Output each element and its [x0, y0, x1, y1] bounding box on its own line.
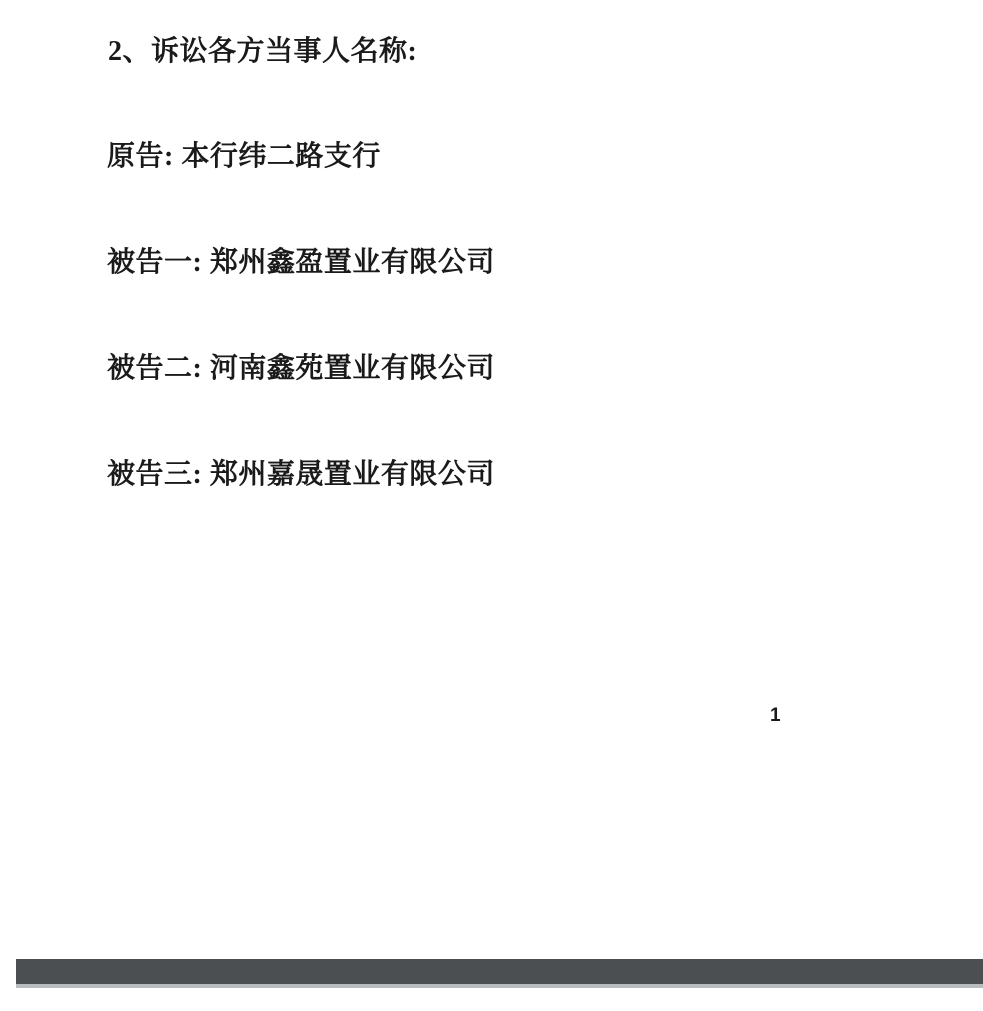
paragraph-defendant-1: 被告一: 郑州鑫盈置业有限公司 [107, 247, 495, 278]
paragraph-defendant-3: 被告三: 郑州嘉晟置业有限公司 [107, 459, 495, 490]
paragraph-defendant-2: 被告二: 河南鑫苑置业有限公司 [107, 353, 495, 384]
paragraph-heading: 2、诉讼各方当事人名称: [108, 36, 418, 67]
bottom-gap [0, 988, 983, 1011]
bottom-status-bar [16, 959, 983, 984]
paragraph-plaintiff: 原告: 本行纬二路支行 [107, 141, 381, 172]
page-number: 1 [770, 705, 781, 726]
